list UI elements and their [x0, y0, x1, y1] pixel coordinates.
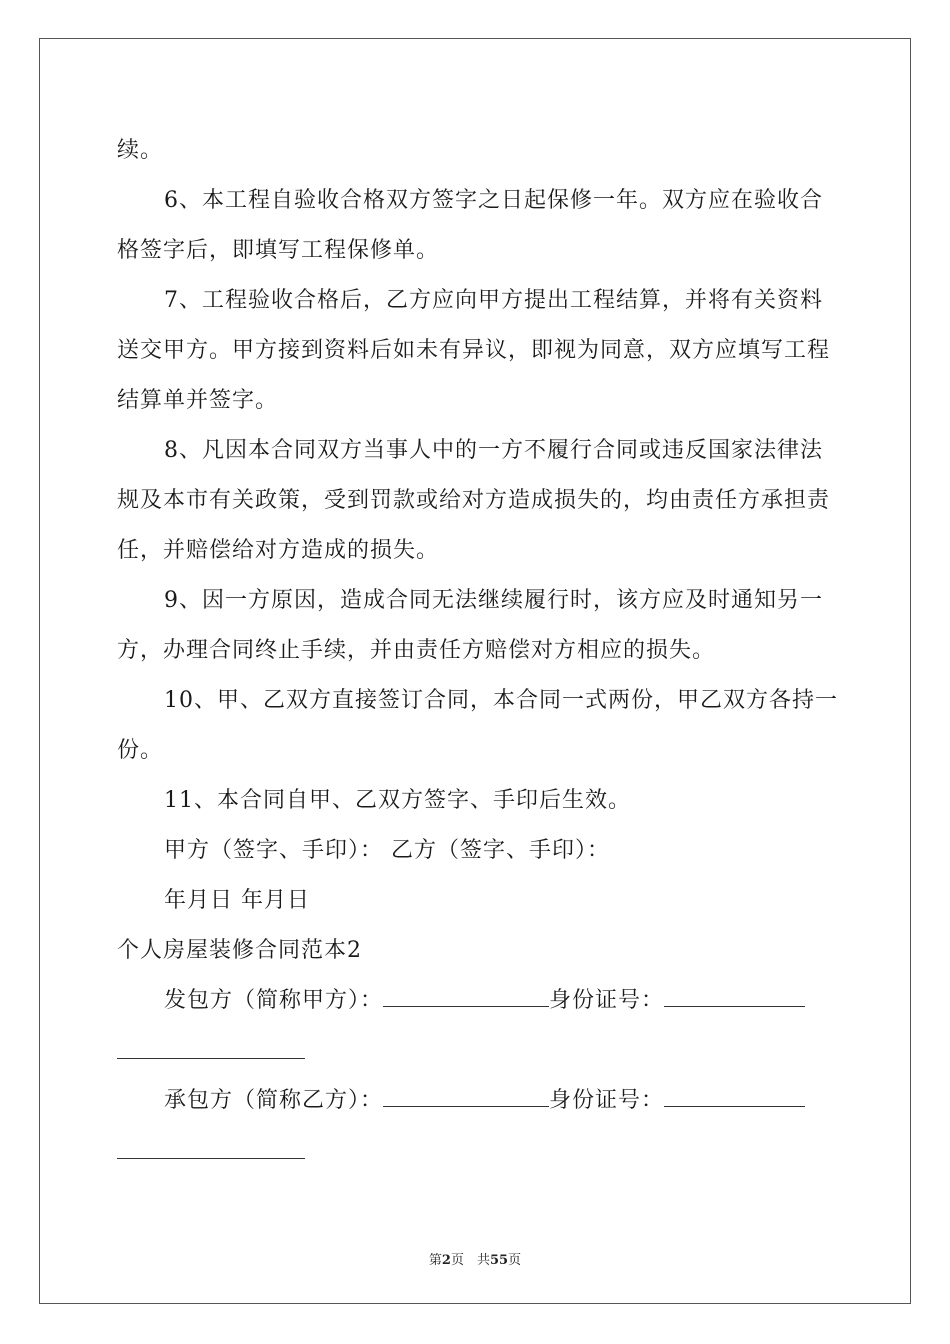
- paragraph-continuation: 续。: [117, 138, 164, 163]
- section-heading: 个人房屋装修合同范本2: [117, 938, 362, 963]
- footer-page-number: 2: [441, 1253, 451, 1268]
- clause-8: 8、凡因本合同双方当事人中的一方不履行合同或违反国家法律法规及本市有关政策，受到罚款或给对方造成损失的，均由责任方承担责任，并赔偿给对方造成的损失。: [117, 438, 831, 563]
- footer-suffix: 页: [508, 1253, 522, 1268]
- footer-total-pages: 55: [489, 1253, 509, 1268]
- clause-10: 10、甲、乙双方直接签订合同，本合同一式两份，甲乙双方各持一份。: [117, 688, 838, 763]
- party-b-id-continuation: [117, 1126, 839, 1176]
- party-a-label: 发包方（简称甲方）：: [164, 988, 384, 1013]
- clause-11: 11、本合同自甲、乙双方签字、手印后生效。: [164, 788, 631, 813]
- party-b-id-blank[interactable]: [664, 1084, 805, 1107]
- party-a-id-blank[interactable]: [664, 984, 805, 1007]
- clause-9: 9、因一方原因，造成合同无法继续履行时，该方应及时通知另一方，办理合同终止手续，并由责任方赔偿对方相应的损失。: [117, 588, 823, 663]
- party-b-row: [117, 1076, 839, 1126]
- party-b-label: 承包方（简称乙方）：: [164, 1088, 384, 1113]
- date-line: 年月日 年月日: [164, 888, 310, 913]
- party-a-id-continuation: [117, 1026, 839, 1076]
- signature-line: 甲方（签字、手印）： 乙方（签字、手印）：: [164, 838, 610, 863]
- footer-mid: 页 共: [450, 1253, 490, 1268]
- footer-prefix: 第: [428, 1253, 442, 1268]
- page-footer: [0, 1249, 950, 1268]
- party-a-row: [117, 976, 839, 1026]
- document-body: [117, 126, 839, 1176]
- party-a-name-blank[interactable]: [383, 984, 549, 1007]
- party-b-id-label: 身份证号：: [549, 1088, 665, 1113]
- party-a-id-blank-continued[interactable]: [117, 1036, 305, 1059]
- party-b-id-blank-continued[interactable]: [117, 1136, 305, 1159]
- clause-7: 7、工程验收合格后，乙方应向甲方提出工程结算，并将有关资料送交甲方。甲方接到资料后如未有异议，即视为同意，双方应填写工程结算单并签字。: [117, 288, 831, 413]
- clause-6: 6、本工程自验收合格双方签字之日起保修一年。双方应在验收合格签字后，即填写工程保修单。: [117, 188, 823, 263]
- party-a-id-label: 身份证号：: [549, 988, 665, 1013]
- party-b-name-blank[interactable]: [383, 1084, 549, 1107]
